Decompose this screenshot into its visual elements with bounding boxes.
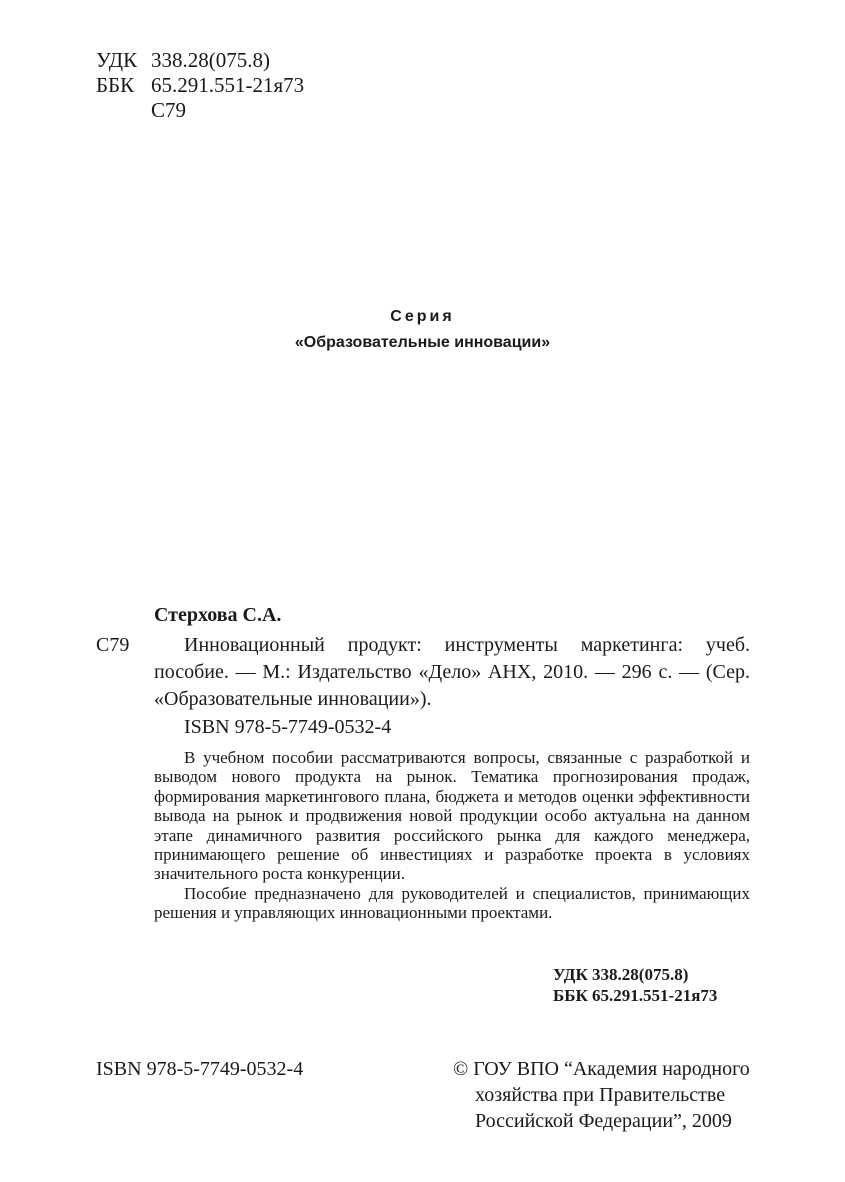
record-author-mark: С79 <box>96 634 130 656</box>
author-mark: С79 <box>151 98 187 122</box>
description-text: Инновационный продукт: инструменты маркетинга: учеб. пособие. — М.: Издательство «Дело» АНХ, 2010. — 296 с. — (Сер. «Образовательные инновации»). <box>154 634 750 710</box>
copyright-line-3: Российской Федерации”, 2009 <box>475 1110 732 1132</box>
record-isbn: ISBN 978-5-7749-0532-4 <box>184 716 392 738</box>
udk-row <box>96 48 304 73</box>
author-name: Стерхова С.А. <box>154 604 282 626</box>
series-label: Серия <box>390 308 455 325</box>
abstract-paragraph-1: В учебном пособии рассматриваются вопросы, связанные с разработкой и выводом нового продукта на рынок. Тематика прогнозирования продаж, формирования маркетингового плана, бюджета и методов оценки эффективности вывода на рынок и продвижения новой продукции особо актуальна на данном этапе динамичного развития российского рынка для каждого менеджера, принимающего решение об инвестициях и разработке проекта в условиях значительного роста конкуренции. <box>154 748 750 884</box>
abstract <box>154 748 750 923</box>
udk-value: 338.28(075.8) <box>151 48 270 72</box>
footer-isbn: ISBN 978-5-7749-0532-4 <box>96 1058 304 1080</box>
bbk-code: ББК 65.291.551-21я73 <box>553 986 718 1005</box>
bbk-value: 65.291.551-21я73 <box>151 73 305 97</box>
abstract-paragraph-2: Пособие предназначено для руководителей и специалистов, принимающих решения и управляющих инновационными проектами. <box>154 883 750 923</box>
bbk-label: ББК <box>96 73 135 97</box>
copyright-line-2: хозяйства при Правительстве <box>475 1084 726 1106</box>
classification-codes-footer <box>553 964 717 1006</box>
series-block <box>0 306 845 354</box>
series-name: «Образовательные инновации» <box>294 334 551 351</box>
udk-label: УДК <box>96 48 138 72</box>
copyright-notice <box>453 1056 753 1134</box>
bbk-row <box>96 73 304 98</box>
bibliographic-description <box>154 632 750 713</box>
classification-codes-header <box>96 48 304 123</box>
copyright-line-1: © ГОУ ВПО “Академия народного <box>453 1058 750 1080</box>
udk-code: УДК 338.28(075.8) <box>553 965 689 984</box>
